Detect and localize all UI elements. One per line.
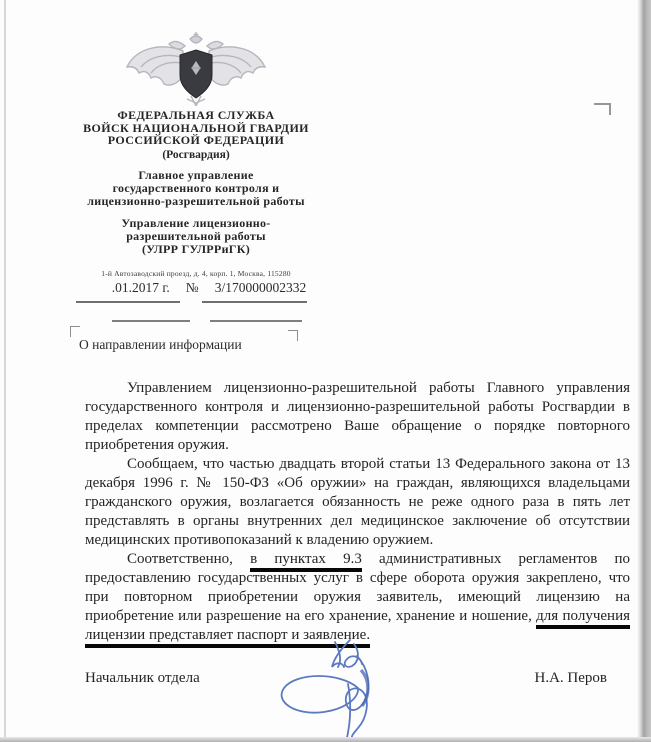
letter-date: .01.2017 г. bbox=[111, 280, 170, 295]
date-underline bbox=[76, 301, 180, 303]
subject-corner-close-mark-icon bbox=[288, 330, 298, 341]
blank-line-right bbox=[210, 320, 302, 322]
outgoing-number: 3/170000002332 bbox=[214, 280, 307, 295]
date-number-row bbox=[96, 280, 322, 296]
number-underline bbox=[202, 301, 307, 303]
org-short-name: (Росгвардия) bbox=[162, 148, 230, 161]
blank-line-left bbox=[112, 320, 190, 322]
body-paragraphs bbox=[85, 379, 630, 645]
marker-underlined-text: в пунктах 9.3 bbox=[250, 551, 362, 567]
rosgvardiya-eagle-emblem-icon bbox=[121, 30, 271, 106]
scan-edge-bottom bbox=[0, 737, 651, 742]
position-title: Начальник отдела bbox=[85, 670, 200, 686]
directorate-name: Управление лицензионно- разрешительной работы (УЛРР ГУЛРРиГК) bbox=[121, 215, 271, 256]
main-directorate-name: Главное управление государственного контроля и лицензионно-разрешительной работы bbox=[87, 167, 305, 208]
marker-underlined-text: для получения лицензии представляет паспорт и заявление. bbox=[85, 608, 630, 643]
signer-name: Н.А. Перов bbox=[534, 670, 607, 686]
letterhead bbox=[56, 30, 336, 278]
handwritten-signature-icon bbox=[262, 636, 412, 742]
org-name-line-1: ФЕДЕРАЛЬНАЯ СЛУЖБА bbox=[117, 108, 275, 122]
body-paragraph: Соответственно, в пунктах 9.3 административных регламентов по предоставлению государственных услуг в сфере оборота оружия закреплено, что при повторном приобретении оружия заявитель, имеющий лицензию на приобретение или разрешение на его хранение, хранение и ношение, для получения лицензии представляет паспорт и заявление. bbox=[85, 551, 631, 643]
addressee-corner-mark-icon bbox=[594, 103, 611, 115]
org-name-line-2: ВОЙСК НАЦИОНАЛЬНОЙ ГВАРДИИ bbox=[83, 120, 309, 135]
number-sign: № bbox=[185, 280, 199, 295]
subject-corner-open-mark-icon bbox=[70, 326, 80, 337]
scan-edge-right bbox=[637, 0, 651, 742]
org-address: 1-й Автозаводский проезд, д. 4, корп. 1, Москва, 115280 bbox=[101, 268, 291, 278]
scan-edge-left bbox=[4, 0, 6, 742]
subject-line: О направлении информации bbox=[79, 337, 242, 352]
org-name-line-3: РОССИЙСКОЙ ФЕДЕРАЦИИ bbox=[107, 133, 285, 147]
body-paragraph: Управлением лицензионно-разрешительной работы Главного управления государственного контроля и лицензионно-разрешительной работы Росгвардии в пределах компетенции рассмотрено Ваше обращение о порядке повторного приобретения оружия. bbox=[85, 380, 630, 453]
body-paragraph: Сообщаем, что частью двадцать второй статьи 13 Федерального закона от 13 декабря 1996 г. № 150-ФЗ «Об оружии» на граждан, являющихся владельцами гражданского оружия, возлагается обязанность не реже одного раза в пять лет представлять в органы внутренних дел медицинское заключение об отсутствии медицинских противопоказаний к владению оружием. bbox=[85, 456, 630, 548]
